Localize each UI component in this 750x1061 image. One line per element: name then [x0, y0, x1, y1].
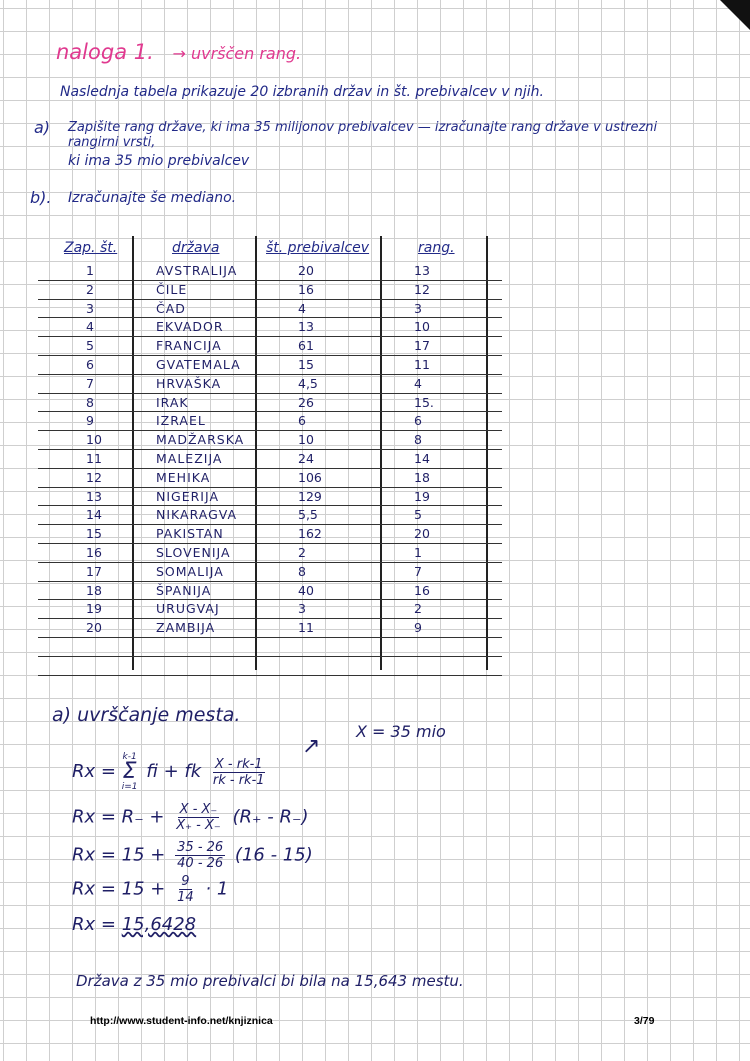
formula-1-fraction	[211, 757, 267, 788]
table-row	[38, 300, 502, 319]
row-rank: 16	[414, 582, 430, 598]
row-population: 16	[298, 281, 314, 297]
table-row	[38, 318, 502, 337]
row-number: 11	[86, 450, 102, 466]
page-corner-mark	[720, 0, 750, 30]
row-population: 40	[298, 582, 314, 598]
sum-bottom: i=1	[121, 782, 138, 792]
row-rank: 3	[414, 300, 422, 316]
formula-1-lhs: Rx =	[72, 761, 116, 782]
row-country: ŠPANIJA	[156, 582, 212, 598]
table-row	[38, 544, 502, 563]
formula-3-tail: (16 - 15)	[234, 844, 313, 866]
table-body	[38, 262, 502, 676]
row-population: 10	[298, 432, 314, 448]
formula-4	[72, 874, 228, 905]
formula-2-fraction	[174, 802, 223, 833]
row-number: 3	[86, 300, 94, 316]
row-population: 11	[298, 620, 314, 636]
table-row	[38, 431, 502, 450]
row-rank: 10	[414, 319, 430, 335]
formula-2-lhs: Rx = R₋ +	[72, 806, 165, 828]
formula-1	[72, 752, 271, 792]
row-country: HRVAŠKA	[156, 375, 222, 391]
row-country: MALEZIJA	[156, 450, 223, 466]
table-row	[38, 262, 502, 281]
row-country: EKVADOR	[156, 319, 224, 335]
arrow-icon: ↗	[302, 734, 321, 759]
row-country: FRANCIJA	[156, 338, 222, 354]
task-title-text: naloga 1.	[56, 40, 154, 64]
row-country: NIKARAGVA	[156, 507, 238, 523]
row-number: 10	[86, 432, 102, 448]
row-number: 7	[86, 375, 94, 391]
row-country: IRAK	[156, 394, 189, 410]
row-rank: 20	[414, 526, 430, 542]
fraction-denominator: X₊ - X₋	[176, 818, 221, 833]
row-rank: 14	[414, 450, 430, 466]
table-header	[38, 236, 502, 262]
table-row	[38, 506, 502, 525]
row-number: 5	[86, 338, 94, 354]
table-row	[38, 337, 502, 356]
row-number: 4	[86, 319, 94, 335]
row-number: 8	[86, 394, 94, 410]
header-rank: rang.	[418, 240, 455, 256]
formula-2	[72, 802, 308, 833]
row-rank: 6	[414, 413, 422, 429]
row-country: AVSTRALIJA	[156, 263, 238, 278]
row-country: GVATEMALA	[156, 356, 241, 372]
fraction-denominator: rk - rk-1	[212, 772, 265, 788]
formula-1-mid: fi + fk	[146, 761, 202, 782]
row-rank: 19	[414, 488, 430, 504]
row-rank: 17	[414, 338, 430, 354]
formula-3	[72, 840, 313, 871]
row-population: 106	[298, 469, 322, 485]
row-number: 20	[86, 620, 102, 636]
row-rank: 5	[414, 507, 422, 523]
fraction-numerator: 9	[181, 874, 190, 889]
row-rank: 18	[414, 469, 430, 485]
row-population: 26	[298, 394, 314, 410]
row-number: 13	[86, 488, 102, 504]
fraction-denominator: 40 - 26	[177, 856, 224, 871]
sum-top: k-1	[122, 752, 137, 762]
fraction-numerator: X - X₋	[179, 802, 218, 817]
part-b-label: b).	[30, 188, 52, 207]
formula-4-fraction	[175, 874, 196, 905]
fraction-numerator: 35 - 26	[177, 840, 224, 855]
part-a-label: a)	[34, 118, 51, 137]
row-rank: 15.	[414, 394, 434, 410]
row-rank: 12	[414, 281, 430, 297]
row-country: NIGERIJA	[156, 488, 220, 504]
table-row	[38, 469, 502, 488]
table-row	[38, 525, 502, 544]
fraction-numerator: X - rk-1	[214, 756, 263, 772]
formula-5-lhs: Rx =	[72, 914, 116, 935]
row-rank: 7	[414, 563, 422, 579]
population-table	[38, 236, 502, 670]
row-number: 12	[86, 469, 102, 485]
header-population: št. prebivalcev	[266, 240, 370, 256]
row-number: 6	[86, 356, 94, 372]
table-row	[38, 600, 502, 619]
row-country: SOMALIJA	[156, 563, 224, 579]
formula-4-tail: · 1	[205, 878, 229, 900]
part-a-text-2: ki ima 35 mio prebivalcev	[68, 153, 250, 169]
row-population: 8	[298, 563, 306, 579]
row-country: PAKISTAN	[156, 526, 224, 542]
formula-5	[72, 914, 196, 935]
row-rank: 8	[414, 432, 422, 448]
page-number: 3/79	[634, 1015, 655, 1027]
row-population: 4	[298, 300, 306, 316]
sum-symbol	[122, 752, 138, 792]
row-country: ČILE	[156, 281, 188, 297]
task-intro: Naslednja tabela prikazuje 20 izbranih držav in št. prebivalcev v njih.	[60, 84, 544, 100]
table-row	[38, 450, 502, 469]
table-row	[38, 582, 502, 601]
formula-2-tail: (R₊ - R₋)	[232, 806, 309, 828]
fraction-denominator: 14	[177, 890, 194, 905]
row-rank: 1	[414, 544, 422, 560]
table-row	[38, 394, 502, 413]
row-number: 2	[86, 281, 94, 297]
table-row	[38, 356, 502, 375]
row-population: 4,5	[298, 375, 318, 391]
row-number: 19	[86, 601, 102, 617]
row-number: 18	[86, 582, 102, 598]
header-country: država	[172, 240, 220, 256]
row-country: IZRAEL	[156, 413, 206, 429]
row-population: 3	[298, 601, 306, 617]
part-a-text-1: Zapišite rang države, ki ima 35 milijonov prebivalcev — izračunajte rang države v ustrezni rangirni vrsti,	[68, 120, 658, 150]
part-b-text: Izračunajte še mediano.	[68, 190, 237, 206]
row-rank: 11	[414, 356, 430, 372]
row-country: MADŽARSKA	[156, 432, 245, 448]
row-number: 17	[86, 563, 102, 579]
formula-5-result: 15,6428	[121, 914, 197, 935]
table-row	[38, 619, 502, 638]
row-number: 1	[86, 263, 94, 278]
task-subtitle: → uvrščen rang.	[172, 44, 302, 63]
row-country: SLOVENIJA	[156, 544, 231, 560]
conclusion: Država z 35 mio prebivalci bi bila na 15,643 mestu.	[76, 972, 464, 990]
row-population: 129	[298, 488, 322, 504]
row-rank: 13	[414, 263, 430, 278]
task-title	[56, 40, 301, 64]
formula-3-lhs: Rx = 15 +	[72, 844, 166, 866]
row-population: 5,5	[298, 507, 318, 523]
row-country: MEHIKA	[156, 469, 211, 485]
row-rank: 2	[414, 601, 422, 617]
row-country: URUGVAJ	[156, 601, 220, 617]
solution-note: X = 35 mio	[356, 722, 446, 741]
table-row	[38, 375, 502, 394]
table-row	[38, 563, 502, 582]
row-country: ZAMBIJA	[156, 620, 216, 636]
table-row	[38, 281, 502, 300]
row-population: 20	[298, 263, 314, 278]
row-population: 2	[298, 544, 306, 560]
row-number: 15	[86, 526, 102, 542]
footer-url: http://www.student-info.net/knjiznica	[90, 1015, 273, 1027]
row-country: ČAD	[156, 300, 186, 316]
formula-4-lhs: Rx = 15 +	[72, 878, 166, 900]
row-rank: 9	[414, 620, 422, 636]
row-population: 24	[298, 450, 314, 466]
sigma-icon: Σ	[122, 759, 137, 784]
row-population: 6	[298, 413, 306, 429]
row-population: 15	[298, 356, 314, 372]
table-row	[38, 412, 502, 431]
solution-heading: a) uvrščanje mesta.	[52, 704, 241, 726]
row-population: 13	[298, 319, 314, 335]
row-number: 16	[86, 544, 102, 560]
table-row	[38, 488, 502, 507]
row-population: 61	[298, 338, 314, 354]
row-number: 9	[86, 413, 94, 429]
table-empty-row	[38, 657, 502, 676]
row-population: 162	[298, 526, 322, 542]
row-rank: 4	[414, 375, 422, 391]
table-empty-row	[38, 638, 502, 657]
formula-3-fraction	[175, 840, 225, 871]
header-no: Zap. št.	[64, 240, 118, 256]
row-number: 14	[86, 507, 102, 523]
